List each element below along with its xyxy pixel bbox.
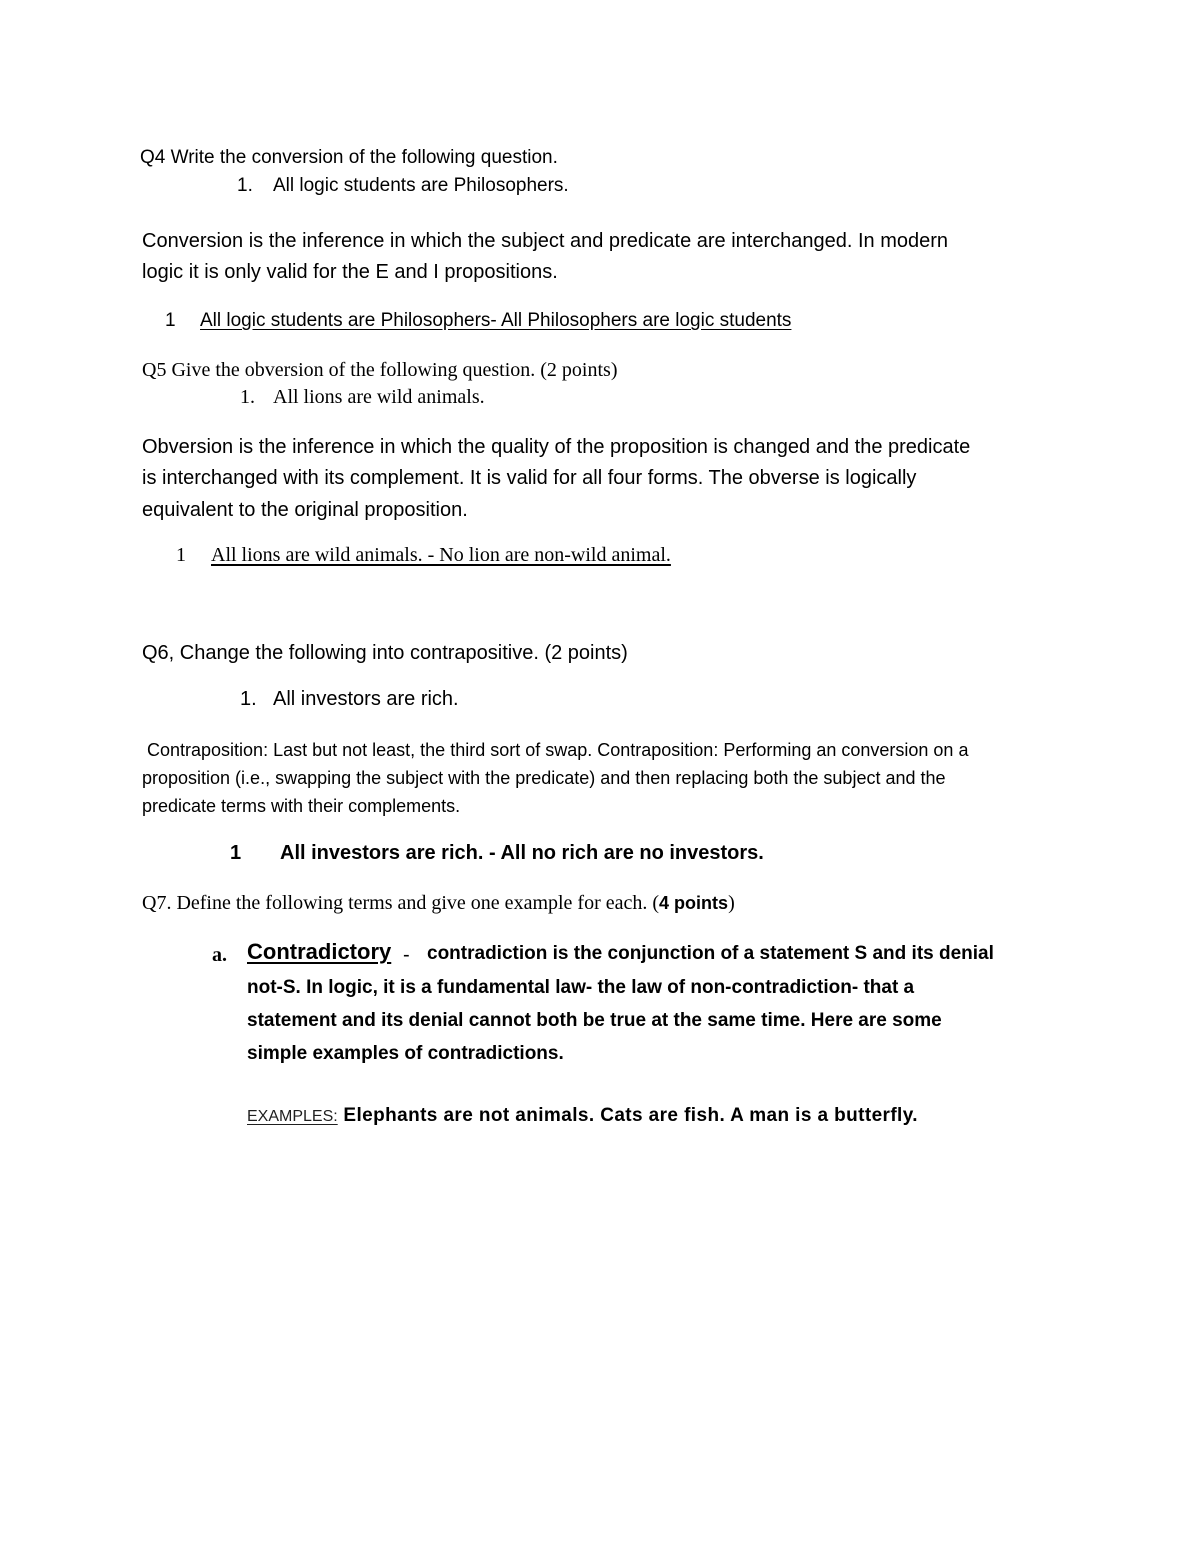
q7-heading-points: 4 points (659, 893, 729, 913)
q7-heading-close: ) (728, 892, 735, 914)
q4-definition-line-2: logic it is only valid for the E and I propositions. (142, 261, 558, 283)
q5-heading: Q5 Give the obversion of the following question. (2 points) (142, 359, 618, 381)
q7-heading (142, 893, 735, 913)
q4-answer-number: 1 (165, 310, 176, 331)
q7-definition-line-2: not-S. In logic, it is a fundamental law- the law of non-contradiction- that a (247, 977, 915, 998)
q7-examples (247, 1106, 918, 1125)
q6-answer-number: 1 (230, 842, 242, 864)
q4-answer-text: All logic students are Philosophers- All Philosophers are logic students (200, 310, 792, 331)
q5-definition-line-3: equivalent to the original proposition. (142, 499, 468, 521)
q6-item-text: All investors are rich. (273, 688, 459, 710)
q7-examples-label: EXAMPLES: (247, 1108, 338, 1125)
q6-definition-line-1: Contraposition: Last but not least, the third sort of swap. Contraposition: Performing an conversion on a (147, 740, 969, 760)
q6-definition-line-2: proposition (i.e., swapping the subject with the predicate) and then replacing both the subject and the (142, 768, 946, 788)
q6-item-number: 1. (240, 688, 257, 710)
q4-item-text: All logic students are Philosophers. (273, 175, 569, 196)
q6-heading: Q6, Change the following into contrapositive. (2 points) (142, 642, 628, 664)
q4-heading-text: Write the conversion of the following question. (165, 147, 558, 168)
q7-term-contradictory: Contradictory (247, 939, 392, 964)
q5-item-number: 1. (240, 386, 255, 408)
q5-answer-text: All lions are wild animals. - No lion are non-wild animal. (211, 544, 671, 566)
q5-answer-number: 1 (176, 544, 186, 566)
q7-term-dash: - (403, 944, 410, 966)
q4-heading-prefix: Q4 (140, 147, 166, 168)
q7-definition-line-1: contradiction is the conjunction of a statement S and its denial (427, 943, 994, 964)
q5-item-text: All lions are wild animals. (273, 386, 485, 408)
q4-definition-line-1: Conversion is the inference in which the subject and predicate are interchanged. In modern (142, 230, 949, 252)
q6-definition-line-3: predicate terms with their complements. (142, 796, 461, 816)
q7-heading-text: Q7. Define the following terms and give one example for each. ( (142, 892, 660, 914)
q5-definition-line-1: Obversion is the inference in which the quality of the proposition is changed and the predicate (142, 436, 971, 458)
q7-examples-text: Elephants are not animals. Cats are fish. A man is a butterfly. (337, 1105, 918, 1126)
q7-definition-line-3: statement and its denial cannot both be true at the same time. Here are some (247, 1010, 942, 1031)
q4-heading (140, 148, 558, 167)
q6-answer-text: All investors are rich. - All no rich are no investors. (280, 842, 764, 864)
q7-definition-line-4: simple examples of contradictions. (247, 1043, 564, 1064)
q4-item-number: 1. (237, 175, 253, 196)
q7-item-letter: a. (212, 944, 227, 966)
q5-definition-line-2: is interchanged with its complement. It is valid for all four forms. The obverse is logically (142, 467, 917, 489)
